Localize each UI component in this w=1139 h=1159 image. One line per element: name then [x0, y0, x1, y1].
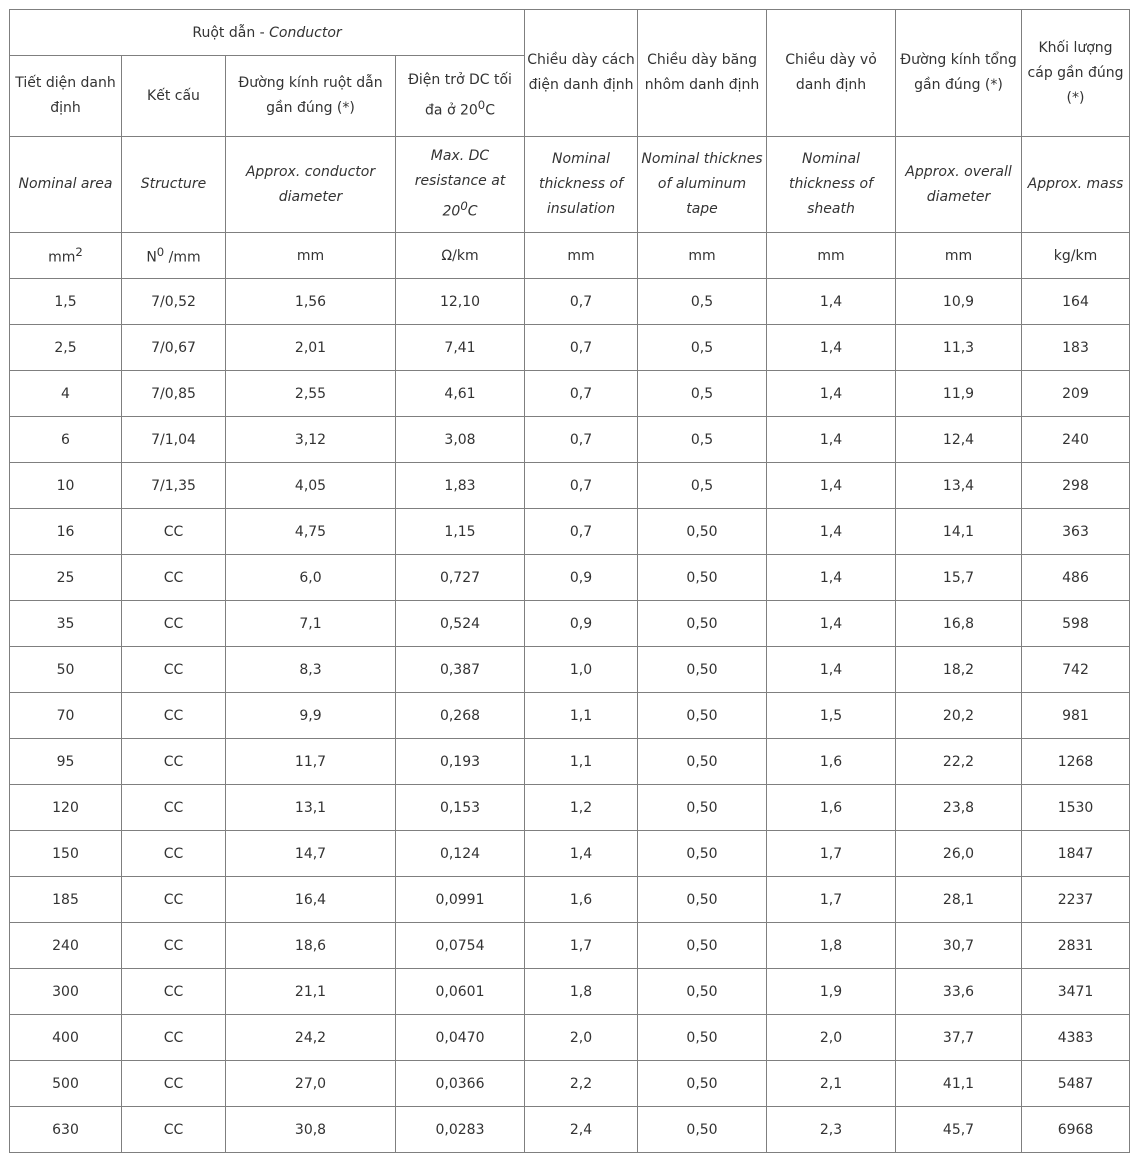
dc-resistance-header-en: Max. DC resistance at $20^0C$ [396, 137, 525, 233]
cell-mass: 183 [1022, 325, 1130, 371]
cell-insulation-thickness: 1,7 [525, 923, 638, 969]
cell-insulation-thickness: 0,9 [525, 601, 638, 647]
cell-sheath-thickness: 1,8 [767, 923, 896, 969]
table-row [10, 417, 1130, 463]
cell-sheath-thickness: 1,4 [767, 325, 896, 371]
aluminum-tape-header-en: Nominal thicknes of aluminum tape [638, 137, 767, 233]
cell-mass: 1847 [1022, 831, 1130, 877]
cell-nominal-area: 25 [10, 555, 122, 601]
unit-resistance: Ω/km [396, 233, 525, 279]
cell-insulation-thickness: 0,7 [525, 325, 638, 371]
unit-tape: mm [638, 233, 767, 279]
table-row [10, 371, 1130, 417]
cell-structure: CC [122, 831, 226, 877]
cell-dc-resistance: 0,524 [396, 601, 525, 647]
table-row [10, 1107, 1130, 1153]
conductor-group-vi: Ruột dẫn - [192, 24, 265, 41]
cell-structure: 7/0,52 [122, 279, 226, 325]
table-row [10, 923, 1130, 969]
cell-structure: CC [122, 647, 226, 693]
cell-dc-resistance: 0,124 [396, 831, 525, 877]
cell-aluminum-tape-thickness: 0,50 [638, 1061, 767, 1107]
cell-aluminum-tape-thickness: 0,50 [638, 647, 767, 693]
cell-overall-diameter: 10,9 [896, 279, 1022, 325]
cell-nominal-area: 1,5 [10, 279, 122, 325]
cell-overall-diameter: 14,1 [896, 509, 1022, 555]
cell-dc-resistance: 0,0754 [396, 923, 525, 969]
unit-sheath: mm [767, 233, 896, 279]
cell-insulation-thickness: 0,7 [525, 279, 638, 325]
cell-dc-resistance: 3,08 [396, 417, 525, 463]
cell-structure: CC [122, 693, 226, 739]
cell-conductor-diameter: 4,05 [226, 463, 396, 509]
cell-insulation-thickness: 2,4 [525, 1107, 638, 1153]
cell-aluminum-tape-thickness: 0,50 [638, 1107, 767, 1153]
conductor-diameter-header-vi: Đường kính ruột dẫn gần đúng (*) [226, 56, 396, 137]
cell-insulation-thickness: 2,2 [525, 1061, 638, 1107]
cell-mass: 2831 [1022, 923, 1130, 969]
cell-structure: CC [122, 1015, 226, 1061]
cell-structure: CC [122, 785, 226, 831]
cell-dc-resistance: 0,0470 [396, 1015, 525, 1061]
cell-mass: 363 [1022, 509, 1130, 555]
cell-overall-diameter: 45,7 [896, 1107, 1022, 1153]
overall-diameter-header-vi: Đường kính tổng gần đúng (*) [896, 10, 1022, 137]
cell-insulation-thickness: 0,7 [525, 463, 638, 509]
cell-dc-resistance: 0,387 [396, 647, 525, 693]
cell-conductor-diameter: 8,3 [226, 647, 396, 693]
nominal-area-header-en: Nominal area [10, 137, 122, 233]
cell-overall-diameter: 28,1 [896, 877, 1022, 923]
cell-nominal-area: 70 [10, 693, 122, 739]
cell-structure: CC [122, 1107, 226, 1153]
cell-conductor-diameter: 14,7 [226, 831, 396, 877]
cell-structure: CC [122, 1061, 226, 1107]
cell-conductor-diameter: 30,8 [226, 1107, 396, 1153]
cell-structure: 7/1,04 [122, 417, 226, 463]
cell-nominal-area: 16 [10, 509, 122, 555]
cell-dc-resistance: 1,15 [396, 509, 525, 555]
table-row [10, 877, 1130, 923]
cell-overall-diameter: 16,8 [896, 601, 1022, 647]
mass-header-vi: Khối lượng cáp gần đúng (*) [1022, 10, 1130, 137]
unit-area: $mm^2$ [10, 233, 122, 279]
cell-insulation-thickness: 2,0 [525, 1015, 638, 1061]
cell-aluminum-tape-thickness: 0,50 [638, 555, 767, 601]
cell-overall-diameter: 15,7 [896, 555, 1022, 601]
cell-conductor-diameter: 27,0 [226, 1061, 396, 1107]
table-row [10, 463, 1130, 509]
cell-aluminum-tape-thickness: 0,50 [638, 601, 767, 647]
cell-nominal-area: 240 [10, 923, 122, 969]
cell-aluminum-tape-thickness: 0,5 [638, 279, 767, 325]
cell-nominal-area: 95 [10, 739, 122, 785]
cell-conductor-diameter: 24,2 [226, 1015, 396, 1061]
unit-mass: kg/km [1022, 233, 1130, 279]
table-row [10, 647, 1130, 693]
cell-sheath-thickness: 1,4 [767, 279, 896, 325]
cell-sheath-thickness: 1,6 [767, 785, 896, 831]
cell-overall-diameter: 30,7 [896, 923, 1022, 969]
cell-insulation-thickness: 1,8 [525, 969, 638, 1015]
cell-sheath-thickness: 2,3 [767, 1107, 896, 1153]
cell-mass: 742 [1022, 647, 1130, 693]
cell-conductor-diameter: 4,75 [226, 509, 396, 555]
cell-mass: 598 [1022, 601, 1130, 647]
cell-mass: 3471 [1022, 969, 1130, 1015]
cell-dc-resistance: 0,727 [396, 555, 525, 601]
table-row [10, 831, 1130, 877]
cable-spec-table [9, 9, 1130, 1153]
cell-nominal-area: 2,5 [10, 325, 122, 371]
cell-dc-resistance: 0,268 [396, 693, 525, 739]
conductor-group-en: Conductor [269, 24, 342, 41]
cell-dc-resistance: 0,0283 [396, 1107, 525, 1153]
cell-sheath-thickness: 1,5 [767, 693, 896, 739]
cell-conductor-diameter: 9,9 [226, 693, 396, 739]
cell-dc-resistance: 0,0366 [396, 1061, 525, 1107]
table-row [10, 601, 1130, 647]
cell-sheath-thickness: 1,4 [767, 463, 896, 509]
cell-conductor-diameter: 11,7 [226, 739, 396, 785]
cell-mass: 298 [1022, 463, 1130, 509]
cell-nominal-area: 50 [10, 647, 122, 693]
dc-resistance-header-vi: Điện trở DC tối đa ở $20^0C$ [396, 56, 525, 137]
cell-mass: 2237 [1022, 877, 1130, 923]
cell-overall-diameter: 33,6 [896, 969, 1022, 1015]
cell-aluminum-tape-thickness: 0,50 [638, 877, 767, 923]
cell-structure: CC [122, 509, 226, 555]
cell-insulation-thickness: 0,7 [525, 509, 638, 555]
cell-aluminum-tape-thickness: 0,5 [638, 463, 767, 509]
cell-overall-diameter: 37,7 [896, 1015, 1022, 1061]
cell-mass: 1530 [1022, 785, 1130, 831]
cell-conductor-diameter: 1,56 [226, 279, 396, 325]
conductor-diameter-header-en: Approx. conductor diameter [226, 137, 396, 233]
insulation-header-vi: Chiều dày cách điện danh định [525, 10, 638, 137]
cell-overall-diameter: 20,2 [896, 693, 1022, 739]
cell-nominal-area: 6 [10, 417, 122, 463]
cell-sheath-thickness: 1,7 [767, 831, 896, 877]
cell-insulation-thickness: 1,1 [525, 739, 638, 785]
cell-aluminum-tape-thickness: 0,5 [638, 417, 767, 463]
cell-mass: 486 [1022, 555, 1130, 601]
table-row [10, 325, 1130, 371]
cell-nominal-area: 300 [10, 969, 122, 1015]
cell-insulation-thickness: 0,7 [525, 417, 638, 463]
cell-aluminum-tape-thickness: 0,50 [638, 785, 767, 831]
table-body [10, 279, 1130, 1153]
mass-header-en: Approx. mass [1022, 137, 1130, 233]
cell-overall-diameter: 22,2 [896, 739, 1022, 785]
table-row [10, 279, 1130, 325]
cell-mass: 240 [1022, 417, 1130, 463]
cell-nominal-area: 35 [10, 601, 122, 647]
cell-sheath-thickness: 1,6 [767, 739, 896, 785]
unit-insulation: mm [525, 233, 638, 279]
cell-structure: CC [122, 969, 226, 1015]
cell-overall-diameter: 11,3 [896, 325, 1022, 371]
cell-sheath-thickness: 1,4 [767, 509, 896, 555]
cell-dc-resistance: 0,0601 [396, 969, 525, 1015]
cell-nominal-area: 120 [10, 785, 122, 831]
cell-dc-resistance: 0,153 [396, 785, 525, 831]
cell-nominal-area: 630 [10, 1107, 122, 1153]
cell-mass: 6968 [1022, 1107, 1130, 1153]
cell-conductor-diameter: 3,12 [226, 417, 396, 463]
cell-sheath-thickness: 1,4 [767, 417, 896, 463]
cell-conductor-diameter: 13,1 [226, 785, 396, 831]
cell-mass: 164 [1022, 279, 1130, 325]
cell-sheath-thickness: 2,0 [767, 1015, 896, 1061]
cell-conductor-diameter: 18,6 [226, 923, 396, 969]
cell-sheath-thickness: 1,4 [767, 647, 896, 693]
cell-aluminum-tape-thickness: 0,50 [638, 969, 767, 1015]
cell-insulation-thickness: 1,4 [525, 831, 638, 877]
cell-nominal-area: 400 [10, 1015, 122, 1061]
cell-sheath-thickness: 1,9 [767, 969, 896, 1015]
cell-dc-resistance: 4,61 [396, 371, 525, 417]
cell-conductor-diameter: 6,0 [226, 555, 396, 601]
cell-overall-diameter: 12,4 [896, 417, 1022, 463]
cell-dc-resistance: 0,0991 [396, 877, 525, 923]
cell-insulation-thickness: 1,0 [525, 647, 638, 693]
cell-nominal-area: 10 [10, 463, 122, 509]
cell-insulation-thickness: 1,1 [525, 693, 638, 739]
cell-structure: CC [122, 555, 226, 601]
cell-dc-resistance: 0,193 [396, 739, 525, 785]
cell-insulation-thickness: 0,9 [525, 555, 638, 601]
cell-nominal-area: 150 [10, 831, 122, 877]
table-row [10, 555, 1130, 601]
cell-mass: 981 [1022, 693, 1130, 739]
cell-overall-diameter: 13,4 [896, 463, 1022, 509]
cell-aluminum-tape-thickness: 0,5 [638, 325, 767, 371]
aluminum-tape-header-vi: Chiều dày băng nhôm danh định [638, 10, 767, 137]
cell-aluminum-tape-thickness: 0,50 [638, 923, 767, 969]
nominal-area-header-vi: Tiết diện danh định [10, 56, 122, 137]
cell-conductor-diameter: 16,4 [226, 877, 396, 923]
cell-structure: CC [122, 739, 226, 785]
sheath-header-vi: Chiều dày vỏ danh định [767, 10, 896, 137]
table-row [10, 509, 1130, 555]
cell-structure: CC [122, 601, 226, 647]
cell-overall-diameter: 18,2 [896, 647, 1022, 693]
cell-overall-diameter: 11,9 [896, 371, 1022, 417]
table-row [10, 693, 1130, 739]
cell-sheath-thickness: 2,1 [767, 1061, 896, 1107]
cell-nominal-area: 185 [10, 877, 122, 923]
cell-sheath-thickness: 1,7 [767, 877, 896, 923]
cell-structure: CC [122, 923, 226, 969]
table-row [10, 1061, 1130, 1107]
cell-structure: 7/0,85 [122, 371, 226, 417]
cell-overall-diameter: 23,8 [896, 785, 1022, 831]
table-row [10, 739, 1130, 785]
cell-mass: 4383 [1022, 1015, 1130, 1061]
cell-structure: 7/1,35 [122, 463, 226, 509]
unit-structure: $N^0$ /mm [122, 233, 226, 279]
conductor-group-header [10, 10, 525, 56]
cell-conductor-diameter: 21,1 [226, 969, 396, 1015]
unit-diameter: mm [226, 233, 396, 279]
cell-structure: CC [122, 877, 226, 923]
cell-insulation-thickness: 1,6 [525, 877, 638, 923]
cell-structure: 7/0,67 [122, 325, 226, 371]
table-row [10, 785, 1130, 831]
cell-nominal-area: 4 [10, 371, 122, 417]
cell-overall-diameter: 26,0 [896, 831, 1022, 877]
cell-sheath-thickness: 1,4 [767, 601, 896, 647]
cell-mass: 209 [1022, 371, 1130, 417]
cell-dc-resistance: 12,10 [396, 279, 525, 325]
sheath-header-en: Nominal thickness of sheath [767, 137, 896, 233]
cell-aluminum-tape-thickness: 0,50 [638, 1015, 767, 1061]
cell-sheath-thickness: 1,4 [767, 555, 896, 601]
cell-nominal-area: 500 [10, 1061, 122, 1107]
cell-dc-resistance: 1,83 [396, 463, 525, 509]
cell-aluminum-tape-thickness: 0,50 [638, 693, 767, 739]
cell-conductor-diameter: 2,55 [226, 371, 396, 417]
cell-insulation-thickness: 1,2 [525, 785, 638, 831]
cell-sheath-thickness: 1,4 [767, 371, 896, 417]
structure-header-vi: Kết cấu [122, 56, 226, 137]
table-row [10, 969, 1130, 1015]
cell-aluminum-tape-thickness: 0,50 [638, 831, 767, 877]
cell-mass: 1268 [1022, 739, 1130, 785]
cell-aluminum-tape-thickness: 0,50 [638, 739, 767, 785]
cell-aluminum-tape-thickness: 0,50 [638, 509, 767, 555]
insulation-header-en: Nominal thickness of insulation [525, 137, 638, 233]
unit-overall: mm [896, 233, 1022, 279]
overall-diameter-header-en: Approx. overall diameter [896, 137, 1022, 233]
cell-overall-diameter: 41,1 [896, 1061, 1022, 1107]
structure-header-en: Structure [122, 137, 226, 233]
table-row [10, 1015, 1130, 1061]
cell-aluminum-tape-thickness: 0,5 [638, 371, 767, 417]
cell-conductor-diameter: 2,01 [226, 325, 396, 371]
cell-dc-resistance: 7,41 [396, 325, 525, 371]
cell-mass: 5487 [1022, 1061, 1130, 1107]
cell-insulation-thickness: 0,7 [525, 371, 638, 417]
cell-conductor-diameter: 7,1 [226, 601, 396, 647]
